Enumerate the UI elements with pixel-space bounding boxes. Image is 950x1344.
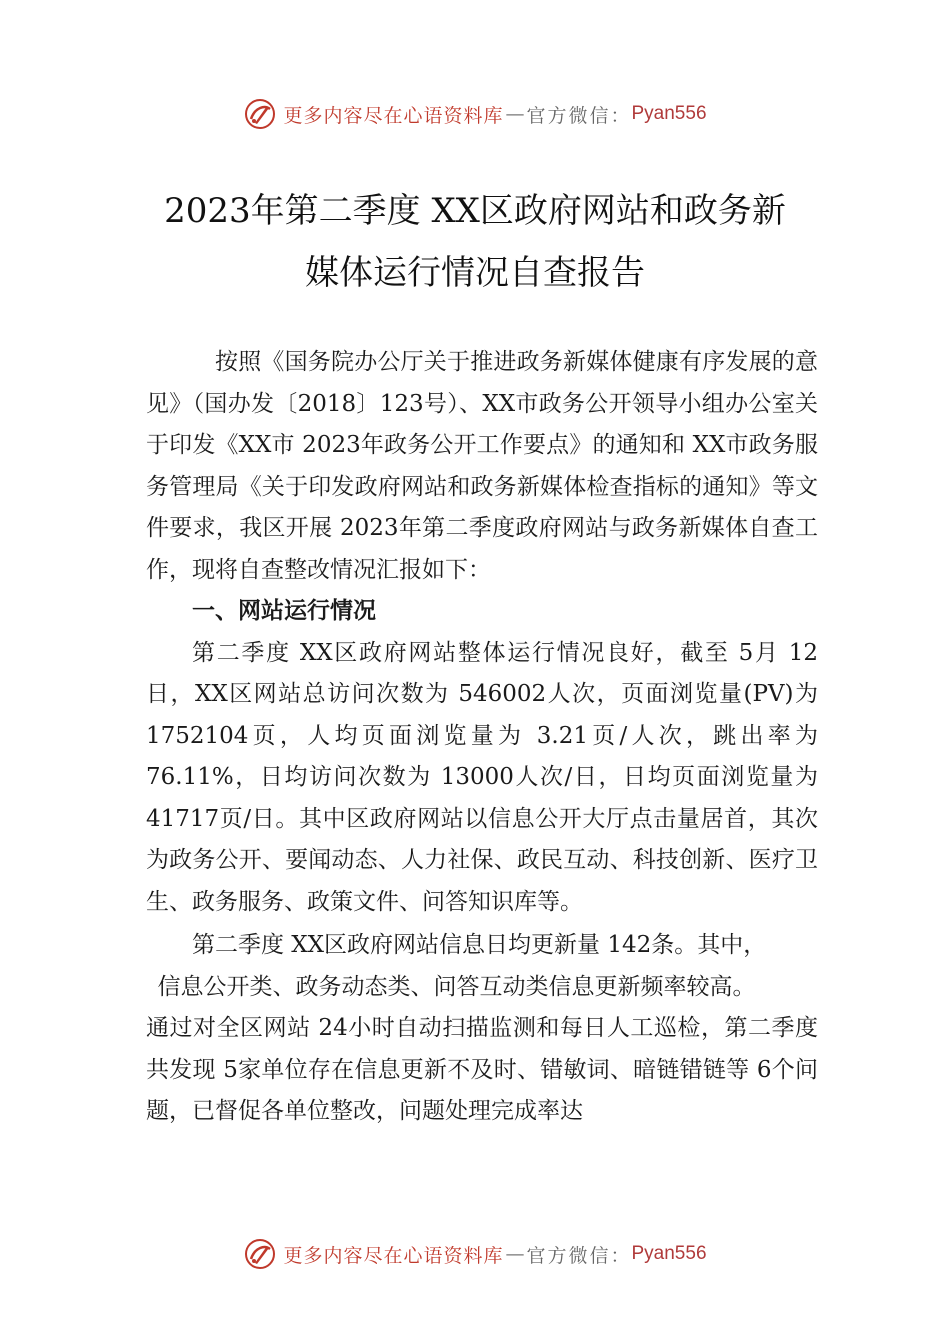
watermark-separator: —: [505, 1243, 525, 1265]
watermark-footer: [0, 1234, 950, 1274]
title-line-1: 2023年第二季度 XX区政府网站和政务新: [164, 191, 786, 231]
watermark-brand: 更多内容尽在心语资料库: [283, 1244, 504, 1267]
brand-logo-icon: [243, 1237, 277, 1271]
section1-paragraph-2-line-1: 第二季度 XX区政府网站信息日均更新量 142条。其中，: [192, 932, 767, 958]
section-heading-1: 一、网站运行情况: [192, 598, 376, 624]
title-line-2: 媒体运行情况自查报告: [305, 253, 645, 293]
section1-paragraph-2-line-2: 信息公开类、政务动态类、问答互动类信息更新频率较高。: [157, 973, 756, 1000]
watermark-brand: 更多内容尽在心语资料库: [283, 104, 504, 127]
watermark-wechat-id: Pyan556: [631, 1243, 707, 1264]
section1-paragraph-2-rest: 通过对全区网站 24小时自动扫描监测和每日人工巡检，第二季度共发现 5家单位存在信息更新不及时、错敏词、暗链错链等 6个问题，已督促各单位整改，问题处理完成率达: [146, 1015, 818, 1124]
watermark-label: 官方微信：: [526, 104, 632, 127]
watermark-label: 官方微信：: [526, 1244, 632, 1267]
watermark-header: [0, 94, 950, 134]
watermark-separator: —: [505, 103, 525, 125]
intro-paragraph: 按照《国务院办公厅关于推进政务新媒体健康有序发展的意见》（国办发〔2018〕123号）、XX市政务公开领导小组办公室关于印发《XX市 2023年政务公开工作要点》的通知和 XX市政务服务管理局《关于印发政府网站和政务新媒体检查指标的通知》等文件要求，我区开展 2023年第二季度政府网站与政务新媒体自查工作，现将自查整改情况汇报如下：: [146, 349, 818, 583]
document-body: [146, 342, 818, 1133]
watermark-wechat-id: Pyan556: [631, 103, 707, 124]
document-title: [120, 180, 830, 304]
brand-logo-icon: [243, 97, 277, 131]
section1-paragraph-1: 第二季度 XX区政府网站整体运行情况良好，截至 5月 12日，XX区网站总访问次数为 546002人次，页面浏览量(PV)为 1752104页，人均页面浏览量为 3.21页/人次，跳出率为 76.11%，日均访问次数为 13000人次/日，日均页面浏览量为 41717页/日。其中区政府网站以信息公开大厅点击量居首，其次为政务公开、要闻动态、人力社保、政民互动、科技创新、医疗卫生、政务服务、政策文件、问答知识库等。: [146, 639, 818, 915]
